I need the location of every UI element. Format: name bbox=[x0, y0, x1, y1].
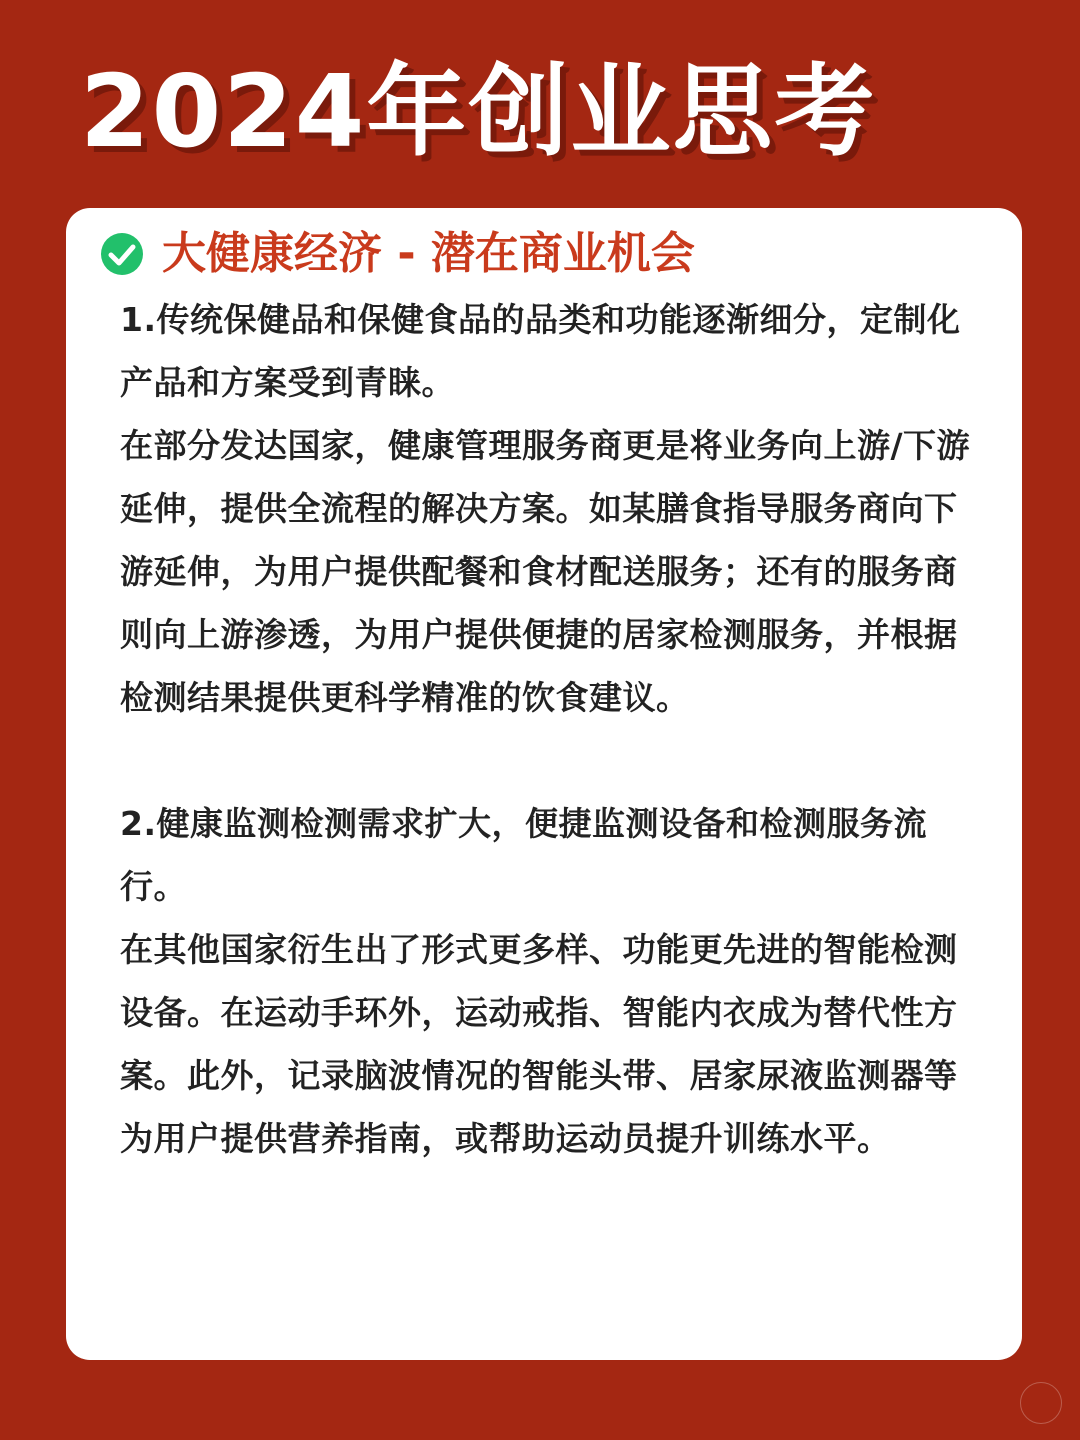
paragraph-point-1-detail: 在部分发达国家，健康管理服务商更是将业务向上游/下游延伸，提供全流程的解决方案。如某膳食指导服务商向下游延伸，为用户提供配餐和食材配送服务；还有的服务商则向上游渗透，为用户提供便捷的居家检测服务，并根据检测结果提供更科学精准的饮食建议。 bbox=[120, 426, 971, 717]
body-text bbox=[120, 288, 980, 1170]
section-header bbox=[100, 226, 695, 282]
watermark-logo bbox=[1020, 1382, 1062, 1424]
paragraph-point-2: 2.健康监测检测需求扩大，便捷监测设备和检测服务流行。 bbox=[120, 804, 927, 906]
page-title: 2024年创业思考 bbox=[80, 53, 877, 170]
paragraph-point-2-detail: 在其他国家衍生出了形式更多样、功能更先进的智能检测设备。在运动手环外，运动戒指、智能内衣成为替代性方案。此外，记录脑波情况的智能头带、居家尿液监测器等为用户提供营养指南，或帮助运动员提升训练水平。 bbox=[120, 930, 958, 1158]
section-title: 大健康经济 - 潜在商业机会 bbox=[162, 228, 695, 279]
paragraph-point-1: 1.传统保健品和保健食品的品类和功能逐渐细分，定制化产品和方案受到青睐。 bbox=[120, 300, 961, 402]
paragraph-spacer bbox=[120, 729, 980, 792]
check-circle-icon bbox=[100, 232, 144, 276]
content-card bbox=[66, 208, 1022, 1360]
